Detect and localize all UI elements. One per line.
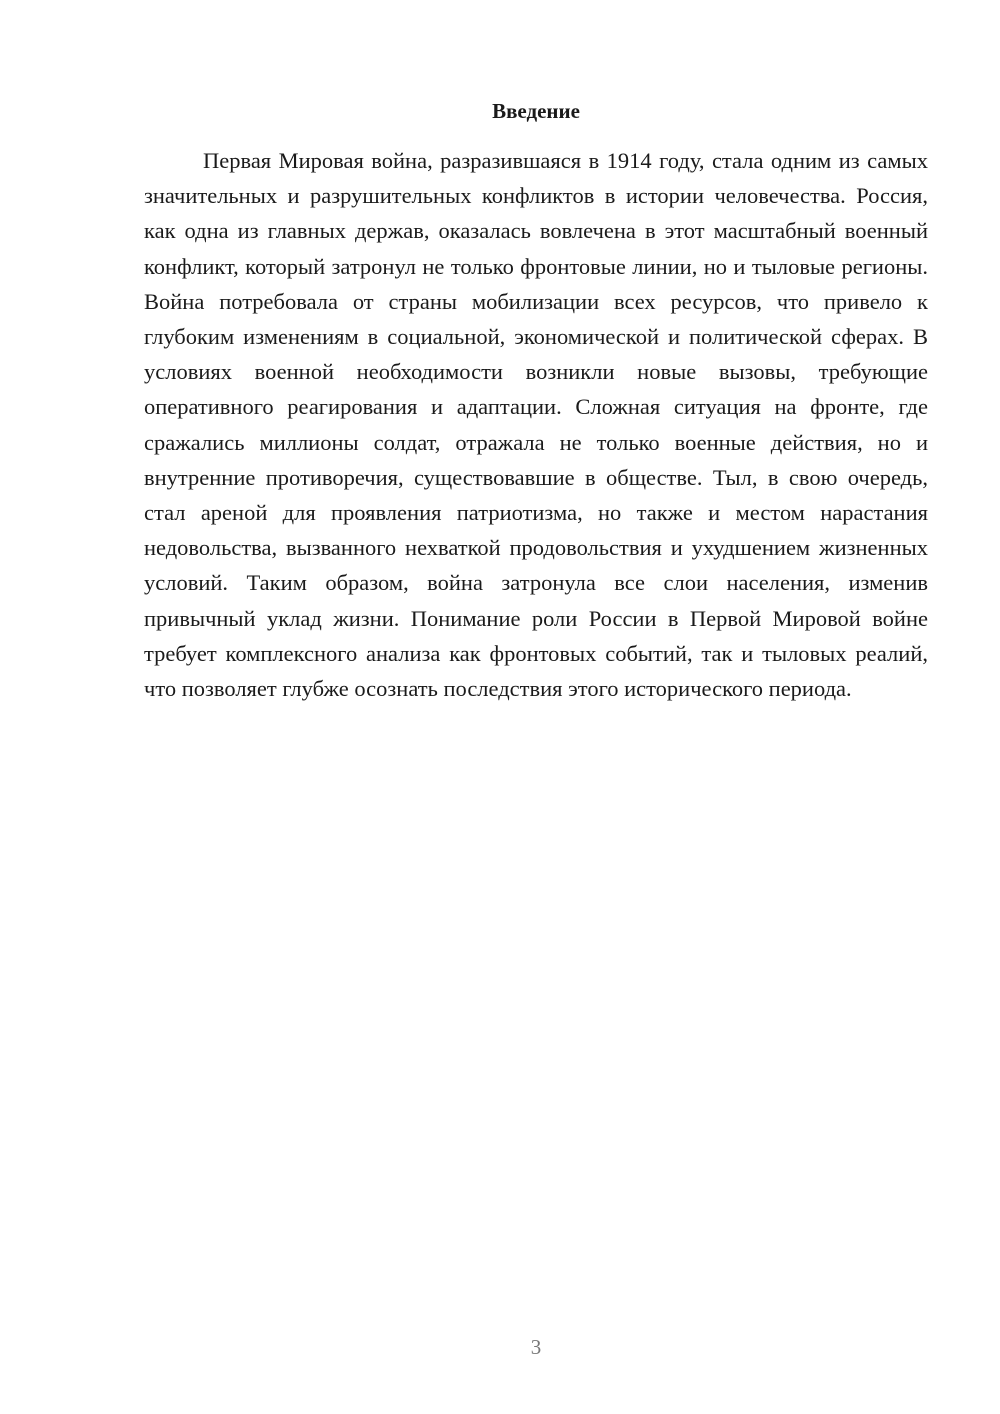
section-heading: Введение: [492, 99, 580, 123]
page-number: 3: [530, 1335, 542, 1359]
body-paragraph: Первая Мировая война, разразившаяся в 1914 году, стала одним из самых значительных и разрушительных конфликтов в истории человечества. Россия, как одна из главных держав, оказалась вовлечена в этот масштабный военный конфликт, который затронул не только фронтовые линии, но и тыловые регионы. Война потребовала от страны мобилизации всех ресурсов, что привело к глубоким изменениям в социальной, экономической и политической сферах. В условиях военной необходимости возникли новые вызовы, требующие оперативного реагирования и адаптации. Сложная ситуация на фронте, где сражались миллионы солдат, отражала не только военные действия, но и внутренние противоречия, существовавшие в обществе. Тыл, в свою очередь, стал ареной для проявления патриотизма, но также и местом нарастания недовольства, вызванного нехваткой продовольствия и ухудшением жизненных условий. Таким образом, война затронула все слои населения, изменив привычный уклад жизни. Понимание роли России в Первой Мировой войне требует комплексного анализа как фронтовых событий, так и тыловых реалий, что позволяет глубже осознать последствия этого исторического периода.: [144, 148, 928, 702]
